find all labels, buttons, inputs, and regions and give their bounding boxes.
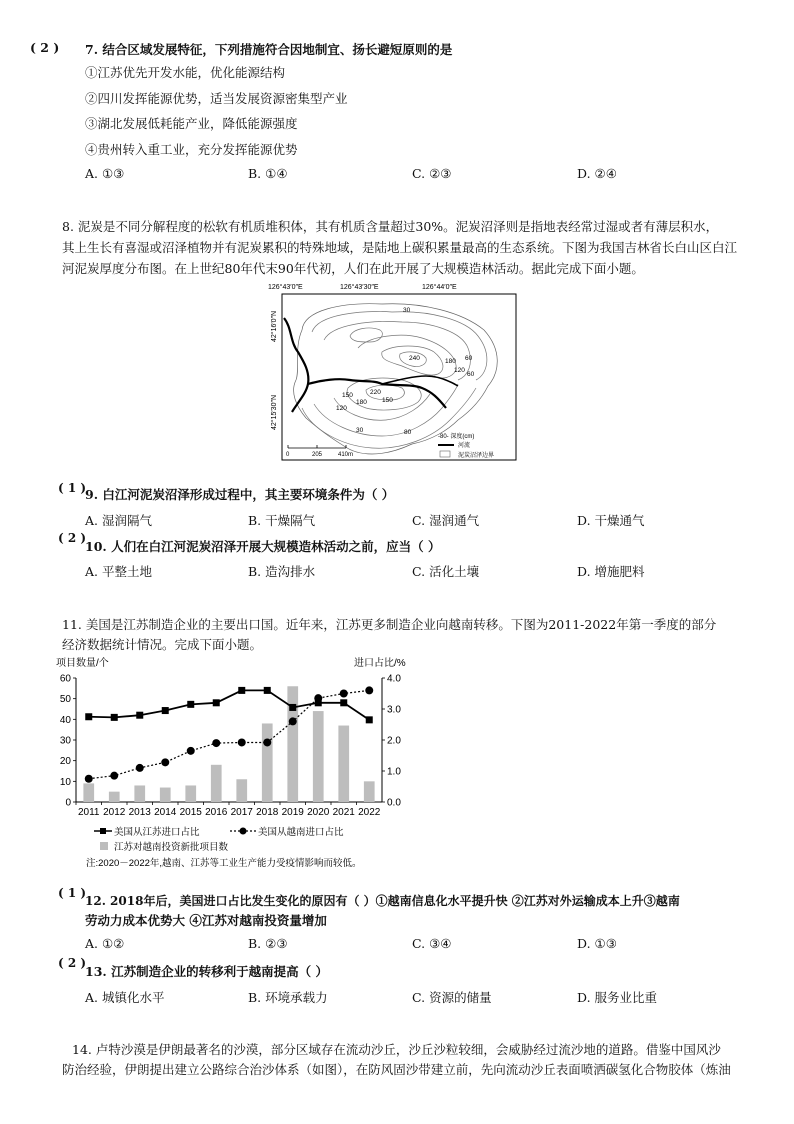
us-jiangsu-point: [111, 714, 118, 721]
us-vietnam-point: [110, 772, 118, 780]
q9-stem: 9. 白江河泥炭沼泽形成过程中，其主要环境条件为（ ）: [85, 487, 395, 502]
investment-bar: [134, 785, 145, 802]
us-jiangsu-line: [89, 690, 370, 719]
contour-label: 180: [356, 399, 367, 406]
q10-option-c[interactable]: C. 活化土壤: [412, 564, 480, 579]
y-left-tick-label: 20: [59, 756, 71, 768]
legend-depth: -80- 深度(cm): [438, 434, 475, 440]
y-left-tick-label: 10: [59, 776, 71, 788]
q7-option-d[interactable]: D. ②④: [577, 166, 617, 181]
y-left-tick-label: 50: [59, 694, 71, 706]
lat-label-1: 42°16′0″N: [271, 310, 278, 342]
q12-option-c[interactable]: C. ③④: [412, 936, 452, 951]
peat-thickness-map: [262, 280, 524, 466]
contour-label: 180: [445, 358, 456, 365]
us-jiangsu-point: [136, 712, 143, 719]
contour-label: 120: [454, 367, 465, 374]
x-tick-label: 2019: [281, 807, 304, 818]
q11-line-1: 11. 美国是江苏制造企业的主要出口国。近年来，江苏更多制造企业向越南转移。下图为2011-2022年第一季度的部分: [62, 617, 717, 632]
us-vietnam-point: [161, 758, 169, 766]
us-jiangsu-point: [340, 699, 347, 706]
legend-boundary: 泥炭沼泽边界: [458, 453, 495, 459]
us-jiangsu-point: [264, 687, 271, 694]
q9-sub-label: ( 1 ): [58, 481, 87, 495]
q10-option-a[interactable]: A. 平整土地: [85, 564, 152, 579]
q8-line-3: 河泥炭厚度分布图。在上世纪80年代末90年代初，人们在此开展了大规模造林活动。据此完成下面小题。: [62, 261, 644, 276]
q9-option-c[interactable]: C. 湿润通气: [412, 513, 480, 528]
y-right-tick-label: 1.0: [387, 766, 401, 778]
us-vietnam-point: [263, 738, 271, 746]
investment-bar: [83, 783, 94, 802]
legend-us-jiangsu: 美国从江苏进口占比: [114, 827, 200, 838]
contour-label: 60: [465, 355, 473, 362]
lat-label-2: 42°15′30″N: [271, 394, 278, 430]
x-tick-label: 2014: [154, 807, 177, 818]
investment-bar: [109, 792, 120, 802]
y-right-tick-label: 4.0: [387, 673, 401, 685]
investment-bar: [185, 785, 196, 802]
legend-us-jiangsu-marker: [100, 828, 106, 834]
contour-label: 80: [404, 429, 412, 436]
q7-item-4: ④贵州转入重工业，充分发挥能源优势: [85, 142, 298, 157]
us-vietnam-point: [340, 690, 348, 698]
x-tick-label: 2018: [256, 807, 279, 818]
q12-option-a[interactable]: A. ①②: [85, 936, 125, 951]
q7-option-c[interactable]: C. ②③: [412, 166, 452, 181]
us-vietnam-point: [212, 739, 220, 747]
investment-bar: [236, 779, 247, 802]
q11-line-2: 经济数据统计情况。完成下面小题。: [62, 637, 263, 652]
q7-item-3: ③湖北发展低耗能产业，降低能源强度: [85, 116, 298, 131]
q12-option-b[interactable]: B. ②③: [248, 936, 288, 951]
us-jiangsu-point: [162, 707, 169, 714]
q7-option-b[interactable]: B. ①④: [248, 166, 288, 181]
contour-label: 240: [409, 355, 420, 362]
contour-label: 60: [467, 371, 475, 378]
us-vietnam-point: [314, 694, 322, 702]
y-left-tick-label: 40: [59, 714, 71, 726]
us-jiangsu-point: [238, 687, 245, 694]
x-tick-label: 2016: [205, 807, 228, 818]
q14-line-2: 防治经验，伊朗提出建立公路综合治沙体系（如图），在防风固沙带建立前，先向流动沙丘表面喷洒碳氢化合物胶体（炼油: [62, 1062, 731, 1077]
q13-stem: 13. 江苏制造企业的转移利于越南提高（ ）: [85, 964, 328, 979]
q7-option-a[interactable]: A. ①③: [85, 166, 125, 181]
x-tick-label: 2017: [230, 807, 253, 818]
legend-river: 河流: [458, 443, 471, 449]
x-tick-label: 2021: [332, 807, 355, 818]
q12-stem-line-2: 劳动力成本优势大 ④江苏对越南投资量增加: [85, 913, 327, 928]
y-right-tick-label: 0.0: [387, 797, 401, 809]
legend-investment: 江苏对越南投资新批项目数: [114, 842, 229, 853]
q13-option-c[interactable]: C. 资源的储量: [412, 990, 492, 1005]
q9-option-a[interactable]: A. 湿润隔气: [85, 513, 152, 528]
scale-label: 410m: [338, 452, 354, 458]
q7-stem: 7. 结合区域发展特征，下列措施符合因地制宜、扬长避短原则的是: [85, 42, 453, 57]
contour-label: 120: [336, 405, 347, 412]
contour-label: 150: [342, 392, 353, 399]
us-vietnam-point: [187, 747, 195, 755]
scale-label: 0: [286, 452, 290, 458]
q9-option-b[interactable]: B. 干燥隔气: [248, 513, 316, 528]
contour-label: 220: [370, 389, 381, 396]
x-tick-label: 2013: [128, 807, 151, 818]
legend-us-vietnam: 美国从越南进口占比: [258, 827, 344, 838]
q8-line-2: 其上生长有喜湿或沼泽植物并有泥炭累积的特殊地域，是陆地上碳积累量最高的生态系统。下图为我国吉林省长白山区白江: [62, 240, 738, 255]
x-tick-label: 2015: [179, 807, 202, 818]
q13-sub-label: ( 2 ): [58, 956, 87, 970]
us-jiangsu-point: [213, 699, 220, 706]
y-right-tick-label: 3.0: [387, 704, 401, 716]
lon-label-3: 126°44′0″E: [422, 284, 457, 291]
y-left-tick-label: 60: [59, 673, 71, 685]
investment-bar: [287, 686, 298, 802]
q7-sub-label: ( 2 ): [30, 40, 60, 55]
us-vietnam-point: [289, 717, 297, 725]
jiangsu-vietnam-chart: [50, 654, 406, 876]
chart-note: 注:2020－2022年,越南、江苏等工业生产能力受疫情影响而较低。: [86, 858, 362, 869]
investment-bar: [338, 726, 349, 802]
q7-item-1: ①江苏优先开发水能，优化能源结构: [85, 65, 286, 80]
q12-sub-label: ( 1 ): [58, 886, 87, 900]
y-left-tick-label: 30: [59, 735, 71, 747]
legend-investment-swatch: [100, 842, 108, 850]
q14-line-1: 14. 卢特沙漠是伊朗最著名的沙漠，部分区域存在流动沙丘，沙丘沙粒较细，会威胁经过流沙地的道路。借鉴中国风沙: [72, 1042, 721, 1057]
us-jiangsu-point: [289, 704, 296, 711]
lon-label-2: 126°43′30″E: [340, 284, 379, 291]
y-right-label: 进口占比/%: [354, 658, 406, 669]
contour-label: 30: [403, 307, 411, 314]
us-vietnam-point: [365, 686, 373, 694]
investment-bar: [262, 723, 273, 802]
contour-label: 30: [356, 427, 364, 434]
q12-option-d[interactable]: D. ①③: [577, 936, 617, 951]
q8-line-1: 8. 泥炭是不同分解程度的松软有机质堆积体，其有机质含量超过30%。泥炭沼泽则是指地表经常过湿或者有薄层积水，: [62, 219, 719, 234]
q9-option-d[interactable]: D. 干燥通气: [577, 513, 645, 528]
us-jiangsu-point: [85, 713, 92, 720]
investment-bar: [313, 711, 324, 802]
legend-us-vietnam-marker: [240, 828, 247, 835]
us-jiangsu-point: [187, 701, 194, 708]
us-jiangsu-point: [366, 716, 373, 723]
q10-option-d[interactable]: D. 增施肥料: [577, 564, 645, 579]
us-vietnam-point: [238, 738, 246, 746]
investment-bar: [160, 788, 171, 802]
x-tick-label: 2012: [103, 807, 126, 818]
q12-stem-line-1: 12. 2018年后，美国进口占比发生变化的原因有（ ）①越南信息化水平提升快 ②江苏对外运输成本上升③越南: [85, 894, 680, 908]
q13-option-a[interactable]: A. 城镇化水平: [85, 990, 165, 1005]
investment-bar: [211, 765, 222, 802]
investment-bar: [364, 781, 375, 802]
y-left-tick-label: 0: [65, 797, 71, 809]
q10-sub-label: ( 2 ): [58, 531, 87, 545]
q7-item-2: ②四川发挥能源优势，适当发展资源密集型产业: [85, 91, 348, 106]
lon-label-1: 126°43′0″E: [268, 284, 303, 291]
x-tick-label: 2020: [307, 807, 330, 818]
q13-option-b[interactable]: B. 环境承载力: [248, 990, 328, 1005]
us-vietnam-point: [85, 775, 93, 783]
q10-option-b[interactable]: B. 造沟排水: [248, 564, 316, 579]
y-left-label: 项目数量/个: [56, 658, 109, 669]
q10-stem: 10. 人们在白江河泥炭沼泽开展大规模造林活动之前，应当（ ）: [85, 539, 441, 554]
x-tick-label: 2011: [77, 807, 100, 818]
scale-label: 205: [312, 452, 323, 458]
y-right-tick-label: 2.0: [387, 735, 401, 747]
q13-option-d[interactable]: D. 服务业比重: [577, 990, 658, 1005]
us-vietnam-point: [136, 764, 144, 772]
contour-label: 150: [382, 397, 393, 404]
x-tick-label: 2022: [358, 807, 381, 818]
